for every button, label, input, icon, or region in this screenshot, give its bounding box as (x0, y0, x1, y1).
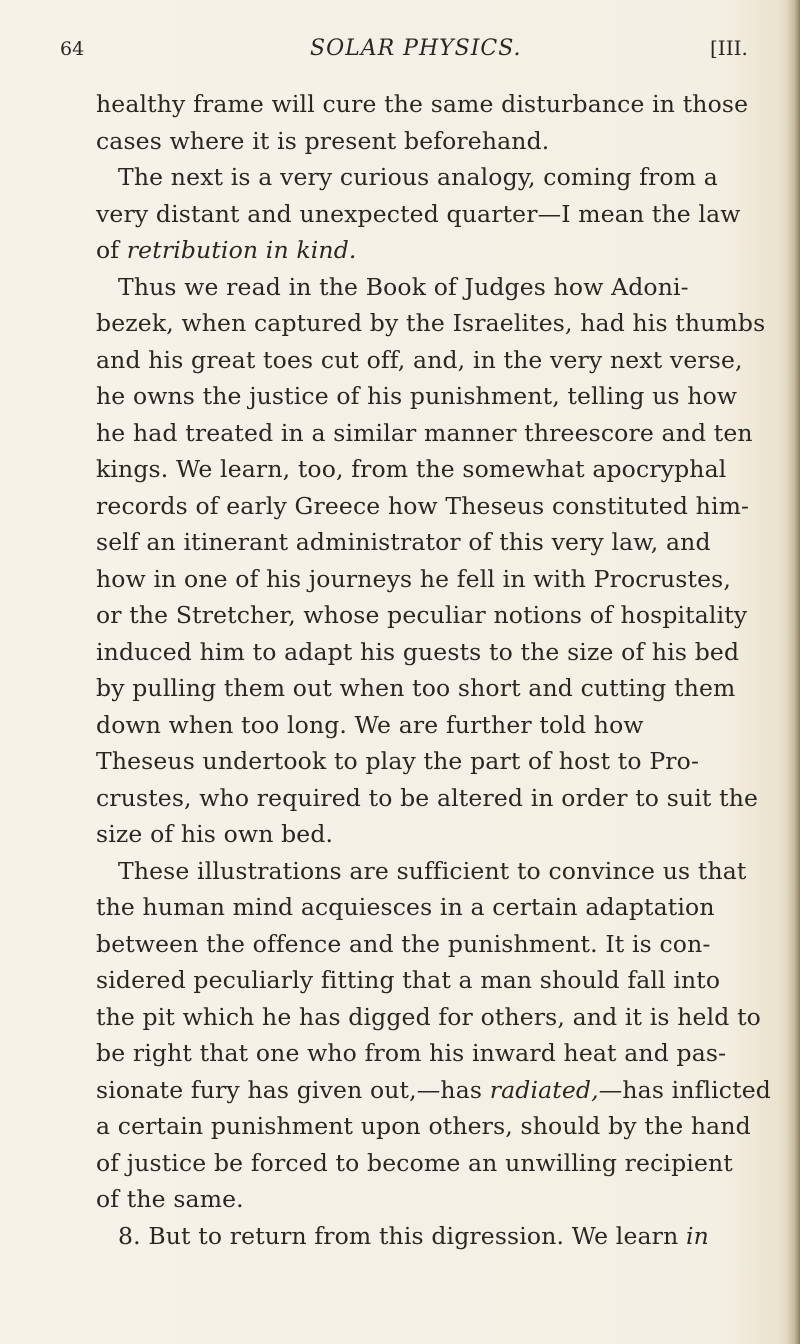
page-header (60, 30, 770, 70)
text-line: The next is a very curious analogy, coming from a (118, 163, 718, 191)
text-line: of justice be forced to become an unwilling recipient (96, 1148, 733, 1177)
text-line: induced him to adapt his guests to the size of his bed (96, 637, 740, 666)
text-line: he owns the justice of his punishment, telling us how (96, 382, 738, 410)
text-line: size of his own bed. (96, 820, 334, 848)
text-line (96, 232, 746, 269)
text-line: Thus we read in the Book of Judges how Adoni- (118, 272, 689, 301)
page-edge-shadow (786, 0, 800, 1344)
text-run: 8. But to return from this digression. We learn (118, 1221, 686, 1250)
text-line: records of early Greece how Theseus constituted him- (96, 491, 750, 520)
text-run: —has inflicted (598, 1075, 771, 1104)
text-line: sidered peculiarly fitting that a man should fall into (96, 966, 721, 994)
text-line: Theseus undertook to play the part of host to Pro- (96, 747, 700, 775)
text-line: the pit which he has digged for others, and it is held to (96, 1002, 761, 1031)
text-line: of the same. (96, 1185, 244, 1213)
text-line: very distant and unexpected quarter—I mean the law (96, 199, 741, 228)
text-run: sionate fury has given out,—has (96, 1075, 490, 1104)
emphasis-text: retribution in kind. (126, 236, 357, 264)
body-text (96, 86, 771, 1254)
text-line: or the Stretcher, whose peculiar notions of hospitality (96, 601, 748, 629)
text-line: bezek, when captured by the Israelites, had his thumbs (96, 309, 766, 337)
text-line: between the offence and the punishment. It is con- (96, 929, 711, 958)
text-line (96, 1218, 746, 1255)
text-line: kings. We learn, too, from the somewhat apocryphal (96, 455, 727, 483)
text-line: be right that one who from his inward heat and pas- (96, 1039, 727, 1067)
text-line: he had treated in a similar manner threescore and ten (96, 418, 753, 447)
running-title: SOLAR PHYSICS. (310, 36, 522, 61)
emphasis-text: in (685, 1221, 709, 1250)
text-line (96, 1072, 771, 1109)
text-run: of (96, 236, 127, 264)
text-line: how in one of his journeys he fell in with Procrustes, (96, 564, 731, 593)
text-line: a certain punishment upon others, should by the hand (96, 1112, 751, 1140)
text-line: by pulling them out when too short and cutting them (96, 674, 736, 702)
text-line: and his great toes cut off, and, in the very next verse, (96, 345, 743, 374)
page-number: 64 (60, 38, 85, 60)
text-line: the human mind acquiesces in a certain adaptation (96, 893, 715, 921)
text-line: down when too long. We are further told how (96, 710, 644, 739)
text-line: healthy frame will cure the same disturbance in those (96, 90, 749, 118)
chapter-mark: [III. (710, 36, 748, 60)
text-line: self an itinerant administrator of this very law, and (96, 528, 711, 556)
text-line: These illustrations are sufficient to convince us that (118, 856, 747, 885)
text-line: crustes, who required to be altered in order to suit the (96, 783, 759, 812)
text-line: cases where it is present beforehand. (96, 126, 550, 155)
emphasis-text: radiated, (489, 1075, 599, 1104)
